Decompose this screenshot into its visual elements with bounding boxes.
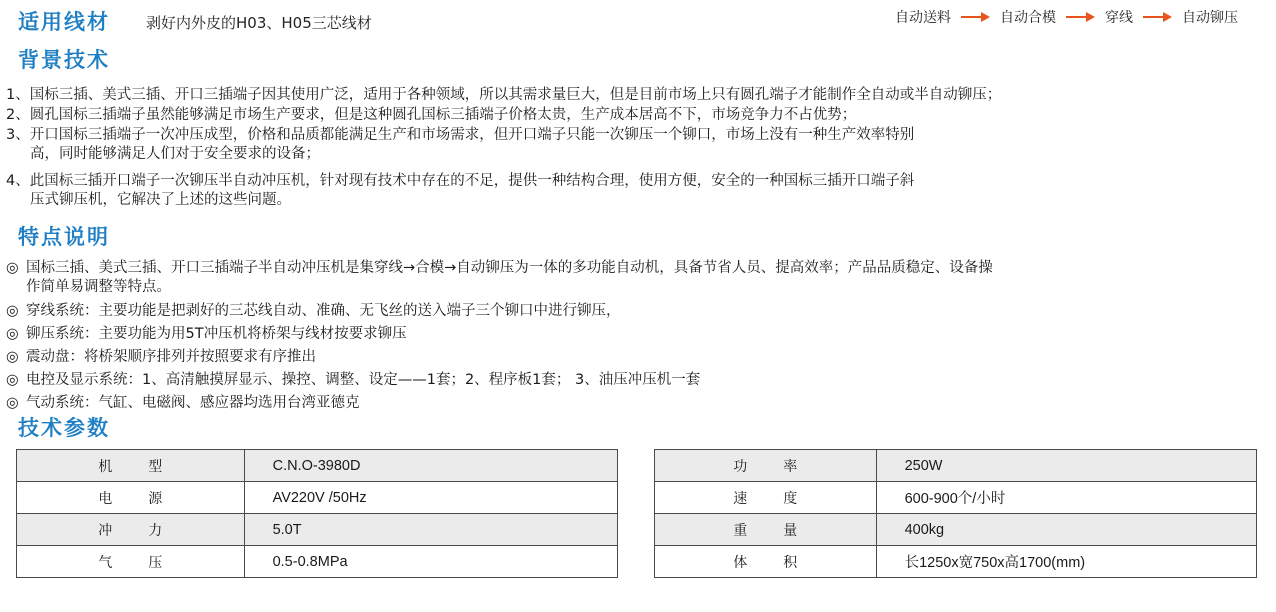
spec-key: 功 率 bbox=[655, 450, 877, 482]
features-heading: 特点说明 bbox=[18, 225, 110, 249]
background-line: 4、此国标三插开口端子一次铆压半自动冲压机，针对现有技术中存在的不足，提供一种结构合理，使用方便，安全的一种国标三插开口端子斜 bbox=[6, 173, 915, 189]
flow-step-threading: 穿线 bbox=[1105, 10, 1133, 26]
background-line: 高，同时能够满足人们对于安全要求的设备； bbox=[30, 146, 320, 162]
table-row bbox=[17, 450, 618, 482]
background-item-4 bbox=[6, 172, 914, 210]
feature-line: 电控及显示系统：1、高清触摸屏显示、操控、调整、设定——1套；2、程序板1套； 3、油压冲压机一套 bbox=[26, 372, 701, 388]
spec-key: 电 源 bbox=[17, 482, 245, 514]
table-row bbox=[655, 482, 1257, 514]
spec-value: 5.0T bbox=[244, 514, 617, 546]
table-row bbox=[17, 482, 618, 514]
spec-table-right bbox=[654, 449, 1257, 578]
feature-line: 穿线系统：主要功能是把剥好的三芯线自动、准确、无飞丝的送入端子三个铆口中进行铆压， bbox=[26, 303, 621, 319]
background-item-2 bbox=[6, 106, 856, 125]
material-heading: 适用线材 bbox=[18, 10, 110, 34]
feature-line: 震动盘：将桥架顺序排列并按照要求有序推出 bbox=[26, 349, 316, 365]
table-row bbox=[655, 514, 1257, 546]
material-text: 剥好内外皮的H03、H05三芯线材 bbox=[146, 14, 372, 32]
spec-key: 气 压 bbox=[17, 546, 245, 578]
spec-value: 0.5-0.8MPa bbox=[244, 546, 617, 578]
flow-step-feed: 自动送料 bbox=[895, 10, 951, 26]
arrow-right-icon bbox=[961, 12, 990, 22]
spec-table-left bbox=[16, 449, 618, 578]
table-row bbox=[655, 450, 1257, 482]
background-line: 2、圆孔国标三插端子虽然能够满足市场生产要求，但是这种圆孔国标三插端子价格太贵，生产成本居高不下，市场竞争力不占优势； bbox=[6, 107, 857, 123]
spec-key: 重 量 bbox=[655, 514, 877, 546]
process-flow bbox=[895, 7, 1238, 27]
feature-line: 铆压系统：主要功能为用5T冲压机将桥架与线材按要求铆压 bbox=[26, 326, 407, 342]
background-line: 3、开口国标三插端子一次冲压成型，价格和品质都能满足生产和市场需求，但开口端子只能一次铆压一个铆口，市场上没有一种生产效率特别 bbox=[6, 127, 915, 143]
flow-step-crimp: 自动铆压 bbox=[1182, 10, 1238, 26]
spec-value: 400kg bbox=[876, 514, 1256, 546]
spec-value: AV220V /50Hz bbox=[244, 482, 617, 514]
spec-value: C.N.O-3980D bbox=[244, 450, 617, 482]
spec-key: 速 度 bbox=[655, 482, 877, 514]
spec-value: 250W bbox=[876, 450, 1256, 482]
feature-item-2 bbox=[6, 302, 621, 321]
feature-item-5 bbox=[6, 371, 700, 390]
bullet-icon: ◎ bbox=[6, 349, 19, 365]
feature-item-6 bbox=[6, 394, 360, 413]
feature-line: 作简单易调整等特点。 bbox=[26, 279, 171, 295]
params-heading: 技术参数 bbox=[18, 416, 110, 440]
spec-key: 体 积 bbox=[655, 546, 877, 578]
spec-value: 600-900个/小时 bbox=[876, 482, 1256, 514]
bullet-icon: ◎ bbox=[6, 260, 19, 276]
feature-item-1 bbox=[6, 259, 993, 297]
flow-step-close-mold: 自动合模 bbox=[1000, 10, 1056, 26]
bullet-icon: ◎ bbox=[6, 303, 19, 319]
arrow-right-icon bbox=[1143, 12, 1172, 22]
background-line: 1、国标三插、美式三插、开口三插端子因其使用广泛，适用于各种领域，所以其需求量巨大，但是目前市场上只有圆孔端子才能制作全自动或半自动铆压； bbox=[6, 87, 1002, 103]
feature-item-3 bbox=[6, 325, 407, 344]
background-item-1 bbox=[6, 86, 1001, 105]
arrow-right-icon bbox=[1066, 12, 1095, 22]
background-item-3 bbox=[6, 126, 914, 164]
table-row bbox=[17, 546, 618, 578]
bullet-icon: ◎ bbox=[6, 372, 19, 388]
feature-item-4 bbox=[6, 348, 316, 367]
feature-line: 气动系统：气缸、电磁阀、感应器均选用台湾亚德克 bbox=[26, 395, 360, 411]
bullet-icon: ◎ bbox=[6, 395, 19, 411]
background-heading: 背景技术 bbox=[18, 48, 110, 72]
spec-key: 冲 力 bbox=[17, 514, 245, 546]
spec-value: 长1250x宽750x高1700(mm) bbox=[876, 546, 1256, 578]
table-row bbox=[655, 546, 1257, 578]
bullet-icon: ◎ bbox=[6, 326, 19, 342]
table-row bbox=[17, 514, 618, 546]
spec-key: 机 型 bbox=[17, 450, 245, 482]
feature-line: 国标三插、美式三插、开口三插端子半自动冲压机是集穿线→合模→自动铆压为一体的多功能自动机，具备节省人员、提高效率；产品品质稳定、设备操 bbox=[26, 260, 993, 276]
background-line: 压式铆压机，它解决了上述的这些问题。 bbox=[30, 192, 291, 208]
